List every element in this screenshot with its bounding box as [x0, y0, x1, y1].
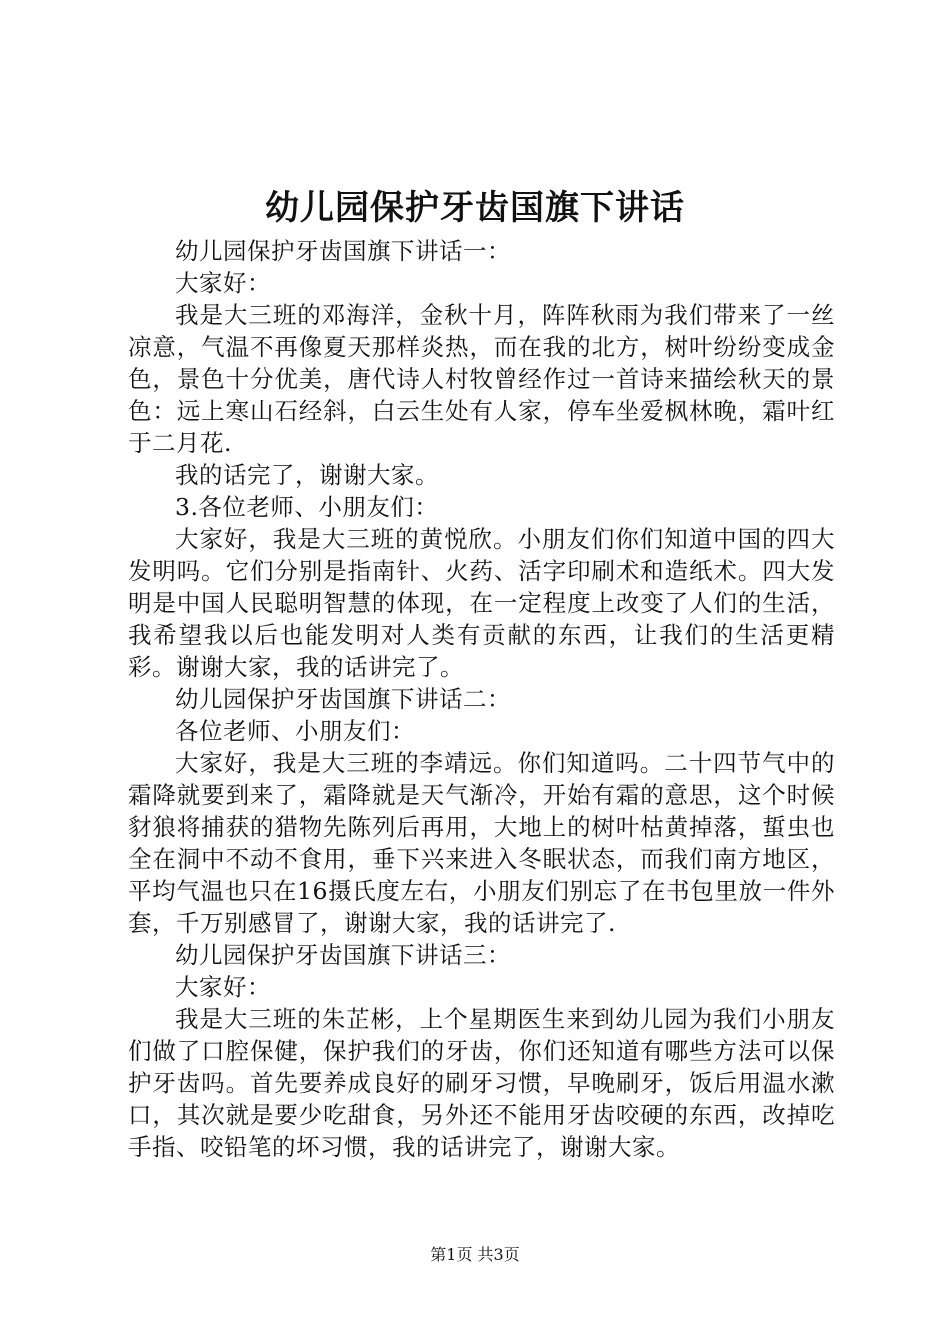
document-body: [128, 235, 835, 1163]
document-title: 幼儿园保护牙齿国旗下讲话: [265, 188, 685, 228]
paragraph: 各位老师、小朋友们：: [175, 717, 415, 745]
paragraph: 我是大三班的邓海洋，金秋十月，阵阵秋雨为我们带来了一丝凉意，气温不再像夏天那样炎热，而在我的北方，树叶纷纷变成金色，景色十分优美，唐代诗人村牧曾经作过一首诗来描绘秋天的景色：远上寒山石经斜，白云生处有人家，停车坐爱枫林晚，霜叶红于二月花.: [128, 301, 835, 457]
paragraph: 大家好，我是大三班的李靖远。你们知道吗。二十四节气中的霜降就要到来了，霜降就是天气渐冷，开始有霜的意思，这个时候豺狼将捕获的猎物先陈列后再用，大地上的树叶枯黄掉落，蜇虫也全在洞中不动不食用，垂下兴来进入冬眠状态，而我们南方地区，平均气温也只在16摄氏度左右，小朋友们别忘了在书包里放一件外套，千万别感冒了，谢谢大家，我的话讲完了.: [128, 749, 835, 937]
paragraph: 幼儿园保护牙齿国旗下讲话二：: [175, 685, 511, 713]
paragraph: 大家好，我是大三班的黄悦欣。小朋友们你们知道中国的四大发明吗。它们分别是指南针、火药、活字印刷术和造纸术。四大发明是中国人民聪明智慧的体现，在一定程度上改变了人们的生活，我希望我以后也能发明对人类有贡献的东西，让我们的生活更精彩。谢谢大家，我的话讲完了。: [128, 525, 835, 681]
page-footer: 第1页 共3页: [430, 1245, 520, 1264]
paragraph: 幼儿园保护牙齿国旗下讲话一：: [175, 237, 511, 265]
paragraph: 幼儿园保护牙齿国旗下讲话三：: [175, 941, 511, 969]
paragraph: 我是大三班的朱芷彬，上个星期医生来到幼儿园为我们小朋友们做了口腔保健，保护我们的牙齿，你们还知道有哪些方法可以保护牙齿吗。首先要养成良好的刷牙习惯，早晚刷牙，饭后用温水漱口，其次就是要少吃甜食，另外还不能用牙齿咬硬的东西，改掉吃手指、咬铅笔的坏习惯，我的话讲完了，谢谢大家。: [128, 1005, 835, 1161]
paragraph: 大家好：: [175, 269, 271, 297]
paragraph: 大家好：: [175, 973, 271, 1001]
paragraph: 3.各位老师、小朋友们：: [175, 493, 439, 521]
paragraph: 我的话完了，谢谢大家。: [175, 461, 439, 489]
